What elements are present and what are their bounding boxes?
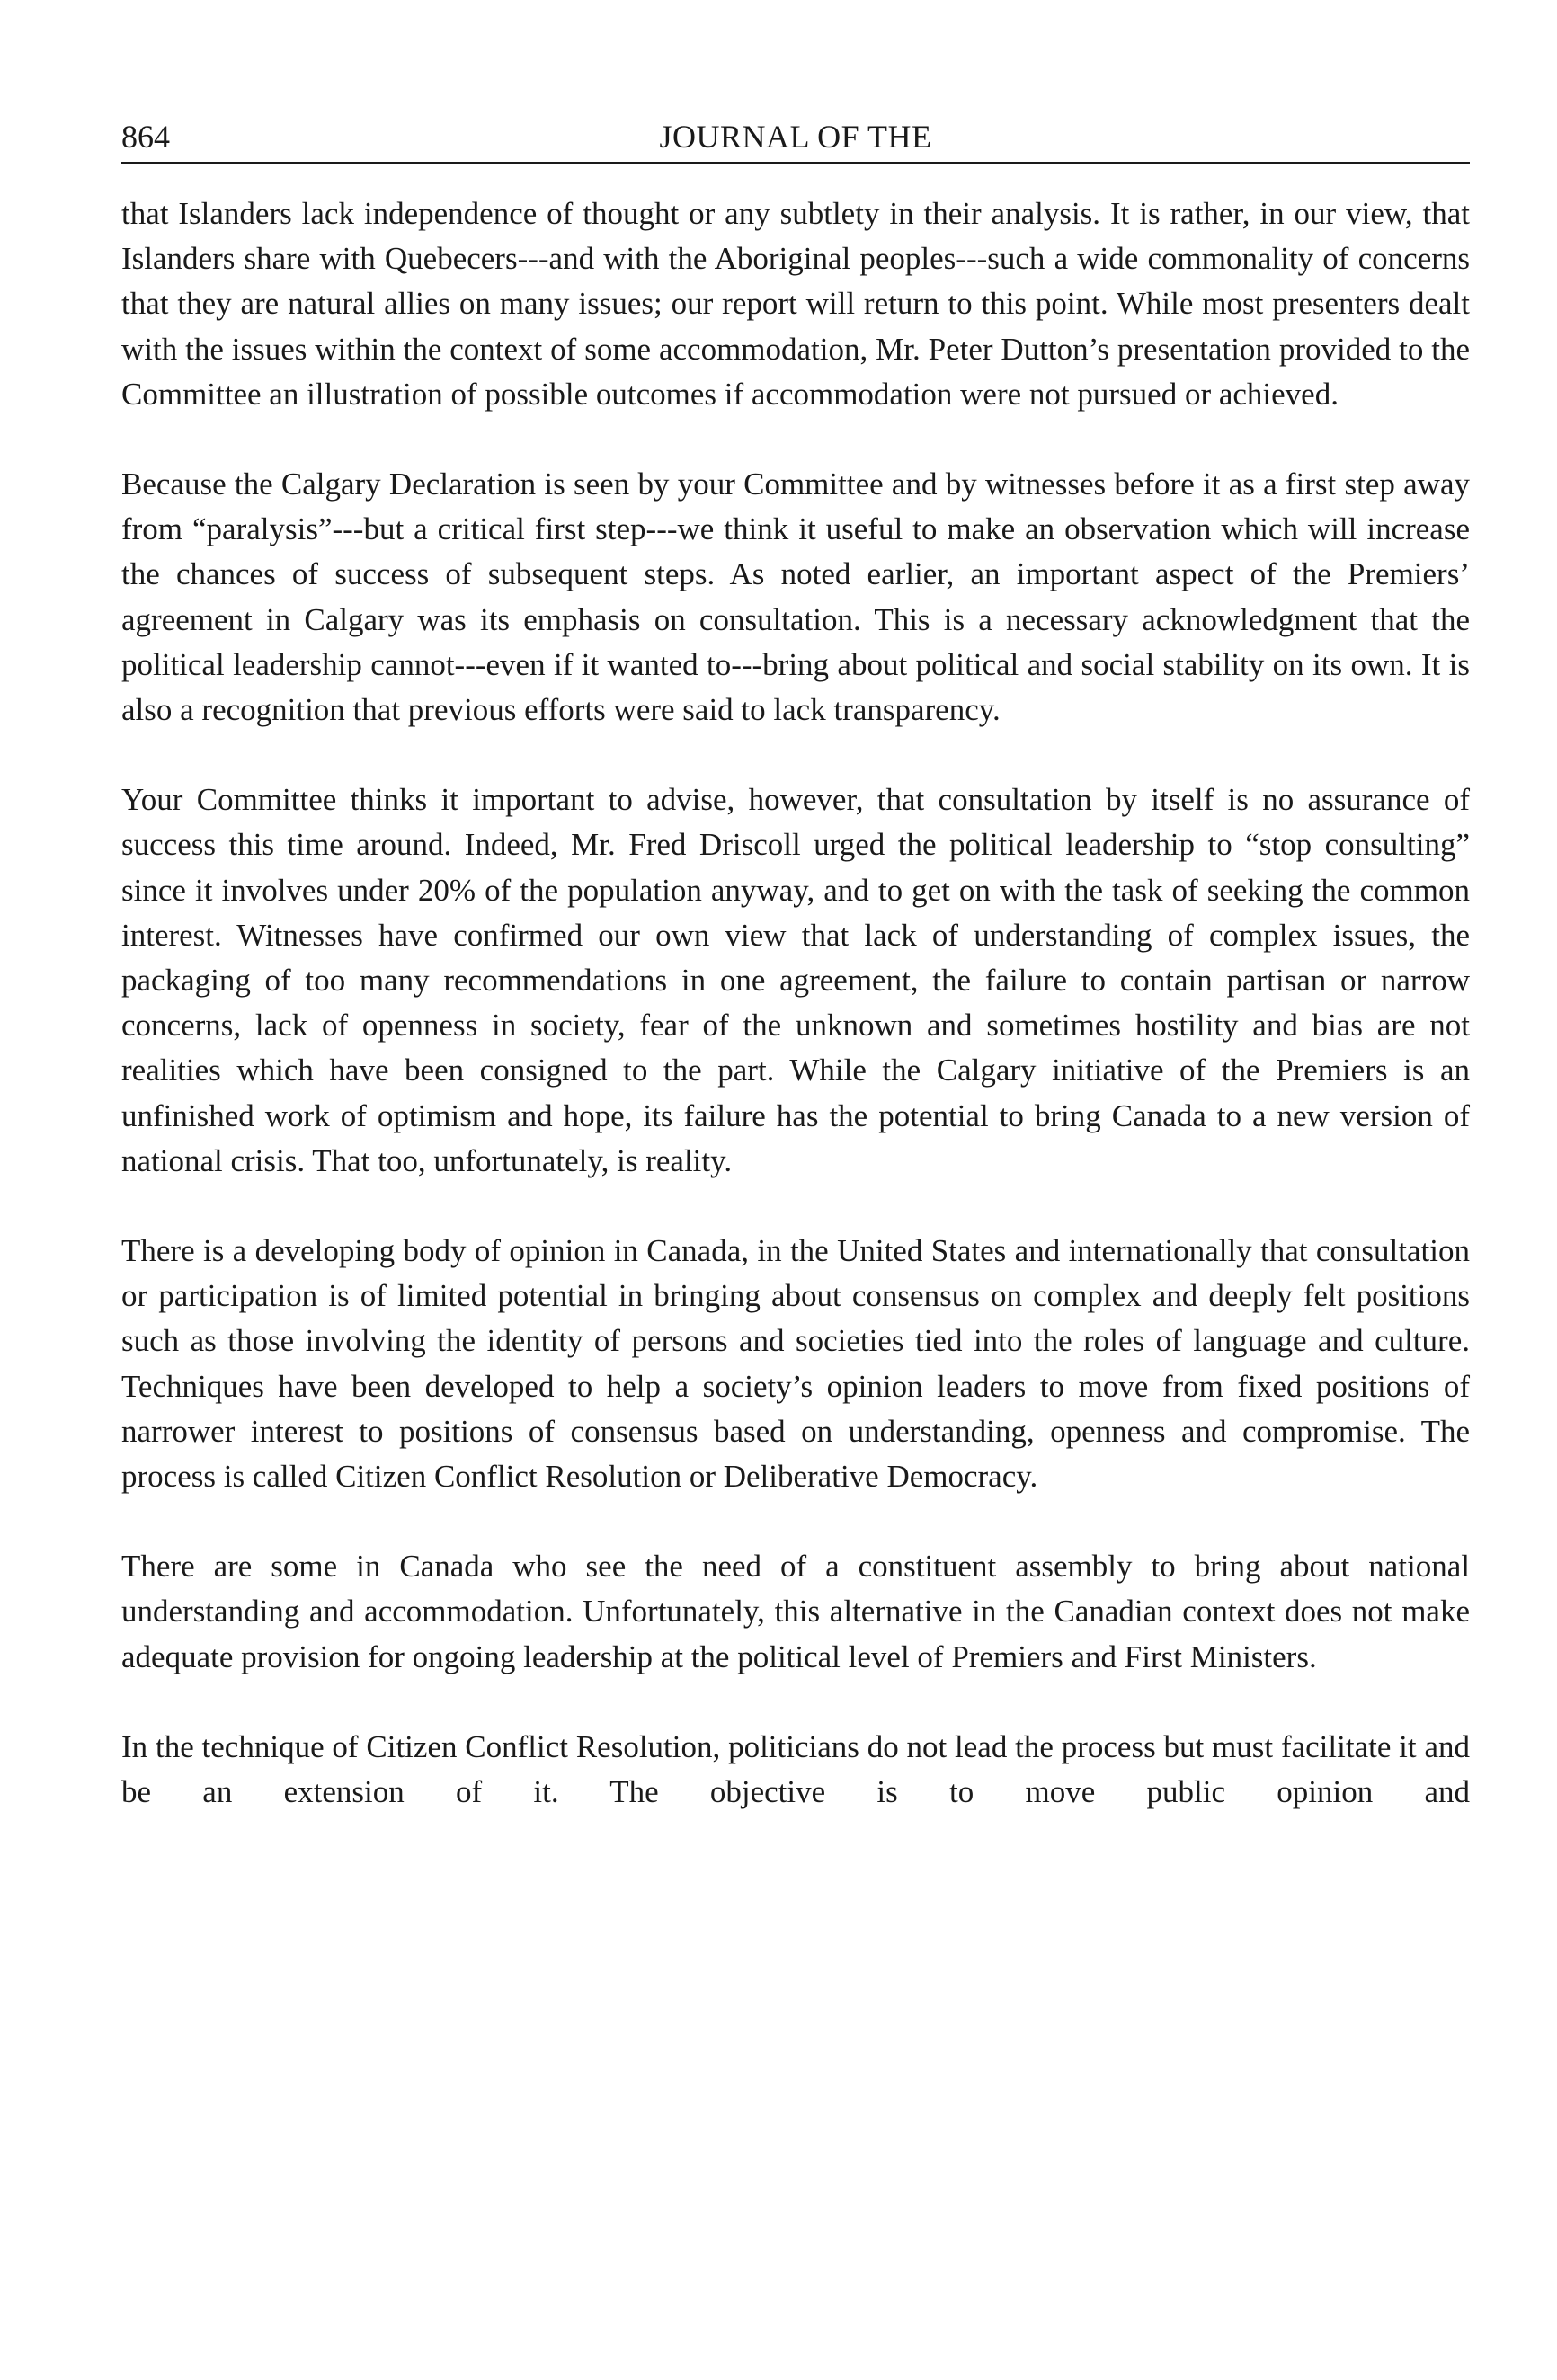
paragraph: Because the Calgary Declaration is seen by your Committee and by witnesses before it as a first step away from “paralysis”---but a critical first step---we think it useful to make an observation which will increase the chances of success of subsequent steps. As noted earlier, an important aspect of the Premiers’ agreement in Calgary was its emphasis on consultation. This is a necessary acknowledgment that the political leadership cannot---even if it wanted to---bring about political and social stability on its own. It is also a recognition that previous efforts were said to lack transparency.	[121, 466, 1470, 728]
page-body	[121, 191, 1470, 1815]
running-head: JOURNAL OF THE	[659, 119, 932, 155]
paragraph: that Islanders lack independence of thought or any subtlety in their analysis. It is rather, in our view, that Islanders share with Quebecers---and with the Aboriginal peoples---such a wide commonality of concerns that they are natural allies on many issues; our report will return to this point. While most presenters dealt with the issues within the context of some accommodation, Mr. Peter Dutton’s presentation provided to the Committee an illustration of possible outcomes if accommodation were not pursued or achieved.	[121, 196, 1470, 412]
paragraph: Your Committee thinks it important to advise, however, that consultation by itself is no assurance of success this time around. Indeed, Mr. Fred Driscoll urged the political leadership to “stop consulting” since it involves under 20% of the population anyway, and to get on with the task of seeking the common interest. Witnesses have confirmed our own view that lack of understanding of complex issues, the packaging of too many recommendations in one agreement, the failure to contain partisan or narrow concerns, lack of openness in society, fear of the unknown and sometimes hostility and bias are not realities which have been consigned to the part. While the Calgary initiative of the Premiers is an unfinished work of optimism and hope, its failure has the potential to bring Canada to a new version of national crisis. That too, unfortunately, is reality.	[121, 782, 1470, 1178]
paragraph: In the technique of Citizen Conflict Resolution, politicians do not lead the process but must facilitate it and be an extension of it. The objective is to move public opinion and	[121, 1728, 1470, 1810]
paragraph: There is a developing body of opinion in Canada, in the United States and internationally that consultation or participation is of limited potential in bringing about consensus on complex and deeply felt positions such as those involving the identity of persons and societies tied into the roles of language and culture. Techniques have been developed to help a society’s opinion leaders to move from fixed positions of narrower interest to positions of consensus based on understanding, openness and compromise. The process is called Citizen Conflict Resolution or Deliberative Democracy.	[121, 1233, 1470, 1495]
page-number: 864	[121, 119, 170, 155]
paragraph: There are some in Canada who see the need of a constituent assembly to bring about national understanding and accommodation. Unfortunately, this alternative in the Canadian context does not make adequate provision for ongoing leadership at the political level of Premiers and First Ministers.	[121, 1549, 1470, 1674]
page-header	[121, 115, 1470, 164]
journal-page	[121, 115, 1470, 1815]
